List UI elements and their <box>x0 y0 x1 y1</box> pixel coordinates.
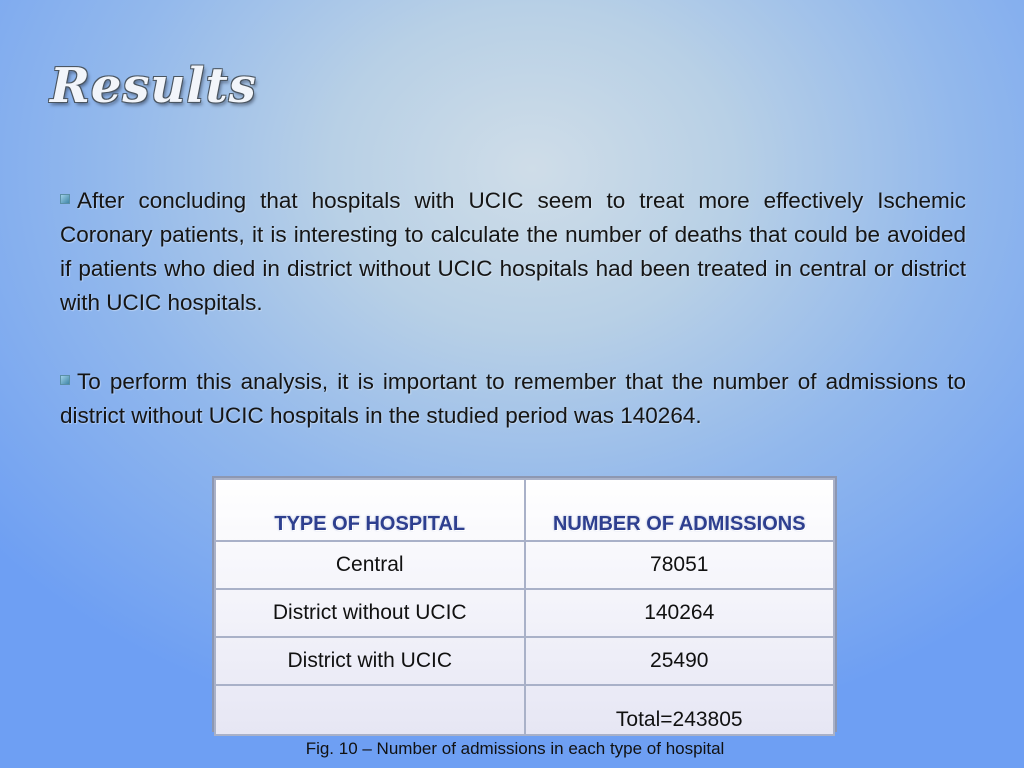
header-type-of-hospital: TYPE OF HOSPITAL <box>215 479 525 541</box>
square-bullet-icon <box>60 194 70 204</box>
table-row <box>215 637 834 685</box>
table-cell: 25490 <box>525 637 835 685</box>
table-cell: District without UCIC <box>215 589 525 637</box>
header-number-of-admissions: NUMBER OF ADMISSIONS <box>525 479 835 541</box>
table-cell: 78051 <box>525 541 835 589</box>
table-row-total <box>215 685 834 735</box>
table-row <box>215 589 834 637</box>
table-cell: Central <box>215 541 525 589</box>
table-cell: 140264 <box>525 589 835 637</box>
table-cell <box>215 685 525 735</box>
table-row <box>215 541 834 589</box>
square-bullet-icon <box>60 375 70 385</box>
table-cell: District with UCIC <box>215 637 525 685</box>
slide-title: Results <box>50 58 257 114</box>
paragraph-2-text: To perform this analysis, it is important to remember that the number of admissions to district without UCIC hospitals in the studied period was 140264. <box>60 369 966 428</box>
figure-caption: Fig. 10 – Number of admissions in each type of hospital <box>305 739 725 758</box>
paragraph-1-text: After concluding that hospitals with UCIC seem to treat more effectively Ischemic Coronary patients, it is interesting to calculate the number of deaths that could be avoided if patients who died in district without UCIC hospitals had been treated in central or district with UCIC hospitals. <box>60 188 966 315</box>
paragraph-1 <box>60 184 966 320</box>
paragraph-2 <box>60 365 966 433</box>
table-header-row <box>215 479 834 541</box>
table-cell-total: Total=243805 <box>525 685 835 735</box>
admissions-table <box>212 476 837 732</box>
